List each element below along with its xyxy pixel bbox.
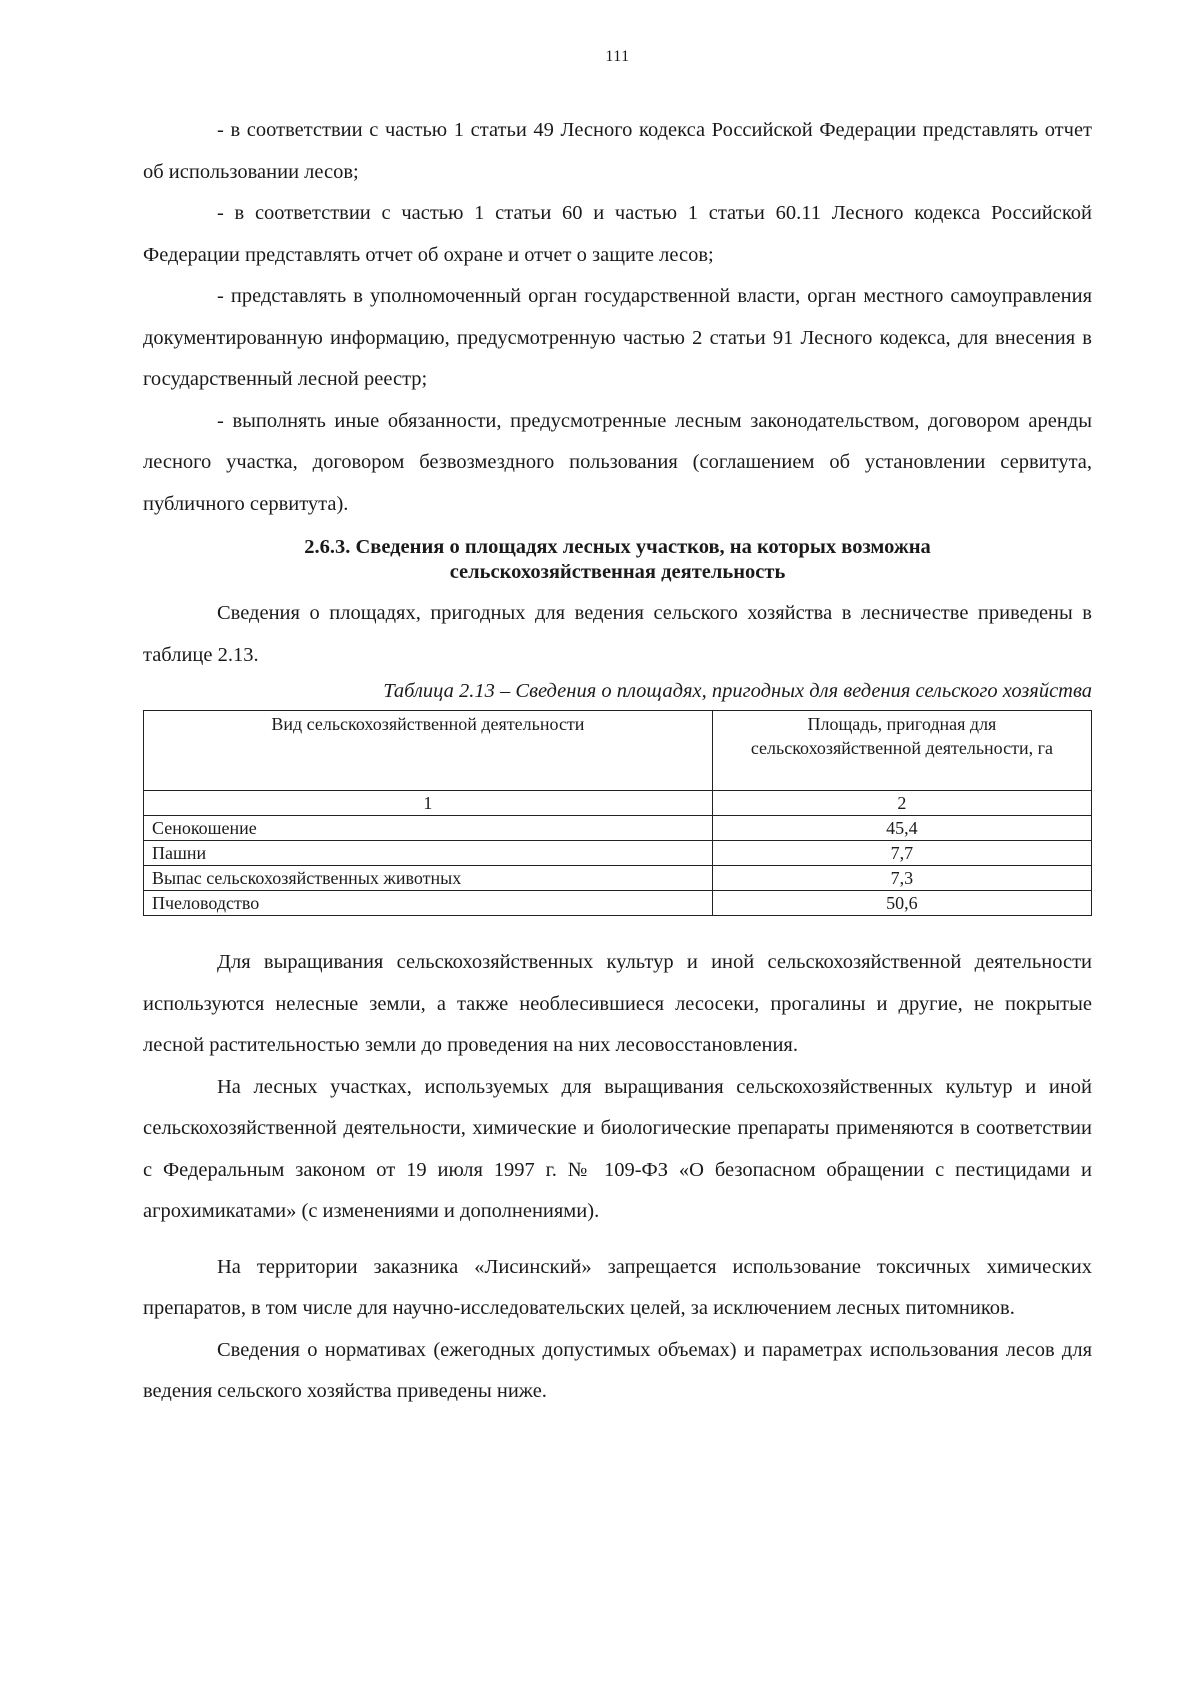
table-cell-activity: Пчеловодство [144,891,713,916]
table-row [144,866,1092,891]
table-index-1: 1 [144,791,713,816]
obligation-item-2: - в соответствии с частью 1 статьи 60 и частью 1 статьи 60.11 Лесного кодекса Российской Федерации представлять отчет об охране и отчет о защите лесов; [143,202,1092,266]
section-heading-line-1: 2.6.3. Сведения о площадях лесных участков, на которых возможна [304,536,931,558]
section-heading [143,535,1092,585]
table-cell-area: 7,7 [712,841,1091,866]
table-header-row [144,711,1092,791]
table-index-2: 2 [712,791,1091,816]
table-row [144,841,1092,866]
table-cell-area: 45,4 [712,816,1091,841]
table-caption: Таблица 2.13 – Сведения о площадях, пригодных для ведения сельского хозяйства [383,680,1092,702]
table-row [144,816,1092,841]
body-text [143,942,1092,1413]
table-header-activity: Вид сельскохозяйственной деятельности [144,711,713,791]
table-cell-activity: Сенокошение [144,816,713,841]
obligations-list [143,110,1092,525]
table-cell-area: 50,6 [712,891,1091,916]
section-intro: Сведения о площадях, пригодных для ведения сельского хозяйства в лесничестве приведены в таблице 2.13. [143,602,1092,666]
body-paragraph-2: На лесных участках, используемых для выращивания сельскохозяйственных культур и иной сельскохозяйственной деятельности, химические и биологические препараты применяются в соответствии с Федеральным законом от 19 июля 1997 г. № 109-ФЗ «О безопасном обращении с пестицидами и агрохимикатами» (с изменениями и дополнениями). [143,1075,1092,1222]
agriculture-area-table [143,710,1092,916]
paragraph-gap [143,1233,1092,1247]
obligation-item-1: - в соответствии с частью 1 статьи 49 Лесного кодекса Российской Федерации представлять отчет об использовании лесов; [143,119,1092,183]
table-cell-area: 7,3 [712,866,1091,891]
table-cell-activity: Выпас сельскохозяйственных животных [144,866,713,891]
obligation-item-3: - представлять в уполномоченный орган государственной власти, орган местного самоуправления документированную информацию, предусмотренную частью 2 статьи 91 Лесного кодекса, для внесения в государственный лесной реестр; [143,285,1092,390]
body-paragraph-1: Для выращивания сельскохозяйственных культур и иной сельскохозяйственной деятельности используются нелесные земли, а также необлесившиеся лесосеки, прогалины и другие, не покрытые лесной растительностью земли до проведения на них лесовосстановления. [143,951,1092,1056]
table-cell-activity: Пашни [144,841,713,866]
obligation-item-4: - выполнять иные обязанности, предусмотренные лесным законодательством, договором аренды лесного участка, договором безвозмездного пользования (соглашением об установлении сервитута, публичного сервитута). [143,409,1092,515]
table-row [144,891,1092,916]
body-paragraph-3: На территории заказника «Лисинский» запрещается использование токсичных химических препаратов, в том числе для научно-исследовательских целей, за исключением лесных питомников. [143,1255,1092,1319]
table-header-area: Площадь, пригодная для сельскохозяйственной деятельности, га [712,711,1091,791]
page-number: 111 [605,48,630,65]
body-paragraph-4: Сведения о нормативах (ежегодных допустимых объемах) и параметрах использования лесов для ведения сельского хозяйства приведены ниже. [143,1338,1092,1402]
section-heading-line-2: сельскохозяйственная деятельность [449,561,786,583]
table-index-row [144,791,1092,816]
